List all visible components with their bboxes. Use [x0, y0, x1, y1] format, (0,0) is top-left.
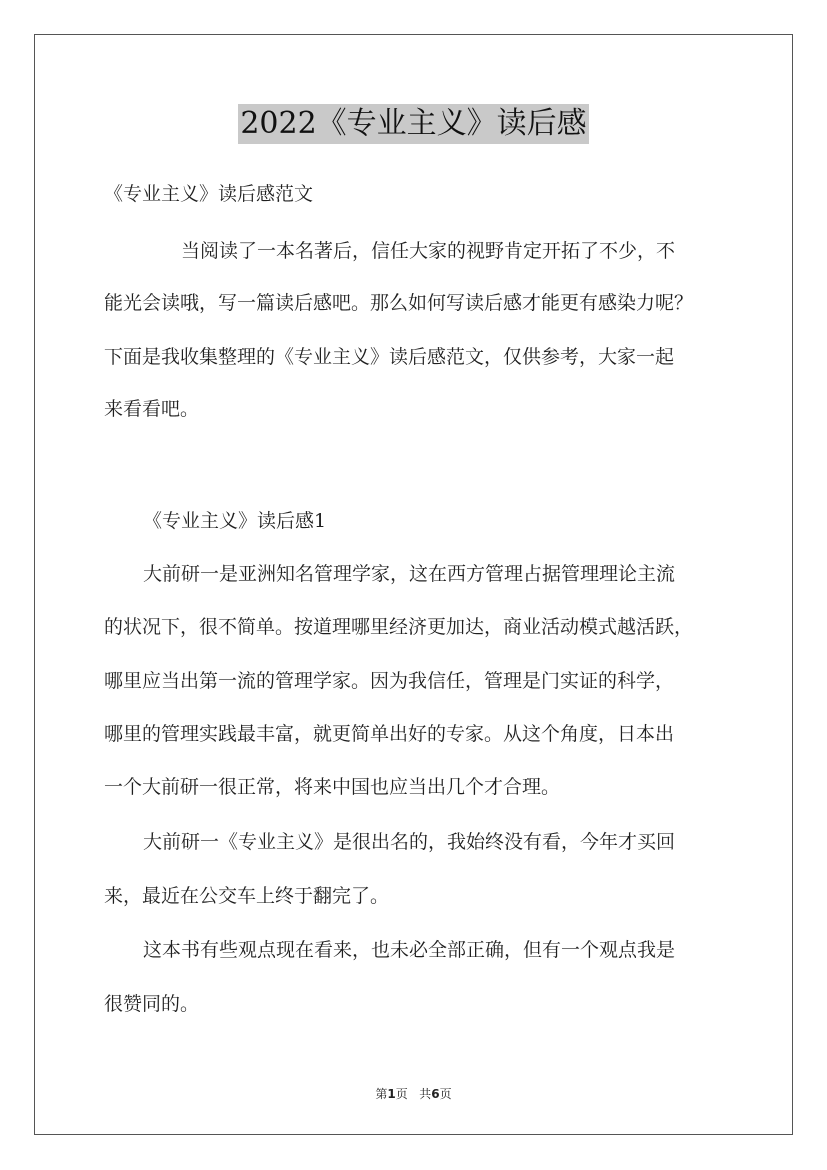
- footer-page-suffix: 页: [395, 1087, 408, 1101]
- body-line-6: 大前研一《专业主义》是很出名的，我始终没有看，今年才买回: [143, 831, 676, 853]
- footer-page-number: 1: [387, 1087, 396, 1101]
- document-title: [0, 104, 827, 144]
- body-line-9: 很赞同的。: [104, 993, 200, 1015]
- footer-total-suffix: 页: [439, 1087, 452, 1101]
- body-line-4: 哪里的管理实践最丰富，就更简单出好的专家。从这个角度，日本出: [104, 723, 675, 745]
- body-line-1: 大前研一是亚洲知名管理学家，这在西方管理占据管理理论主流: [143, 563, 676, 585]
- body-line-5: 一个大前研一很正常，将来中国也应当出几个才合理。: [104, 776, 561, 798]
- footer-page-prefix: 第: [375, 1087, 388, 1101]
- body-line-7: 来，最近在公交车上终于翻完了。: [104, 885, 390, 907]
- page-footer: [0, 1085, 827, 1102]
- body-line-3: 哪里应当出第一流的管理学家。因为我信任，管理是门实证的科学，: [104, 670, 675, 692]
- body-line-8: 这本书有些观点现在看来，也未必全部正确，但有一个观点我是: [143, 939, 676, 961]
- document-subtitle: 《专业主义》读后感范文: [104, 183, 314, 205]
- footer-total-prefix: 共: [419, 1087, 432, 1101]
- section-heading: 《专业主义》读后感1: [143, 510, 327, 532]
- intro-line-2: 能光会读哦，写一篇读后感吧。那么如何写读后感才能更有感染力呢？: [104, 292, 694, 314]
- intro-line-4: 来看看吧。: [104, 398, 200, 420]
- intro-line-3: 下面是我收集整理的《专业主义》读后感范文，仅供参考，大家一起: [104, 346, 675, 368]
- body-line-2: 的状况下，很不简单。按道理哪里经济更加达，商业活动模式越活跃，: [104, 616, 694, 638]
- document-title-text: 2022《专业主义》读后感: [238, 104, 588, 144]
- footer-total-pages: 6: [431, 1087, 440, 1101]
- intro-line-1: 当阅读了一本名著后，信任大家的视野肯定开拓了不少，不: [181, 240, 676, 262]
